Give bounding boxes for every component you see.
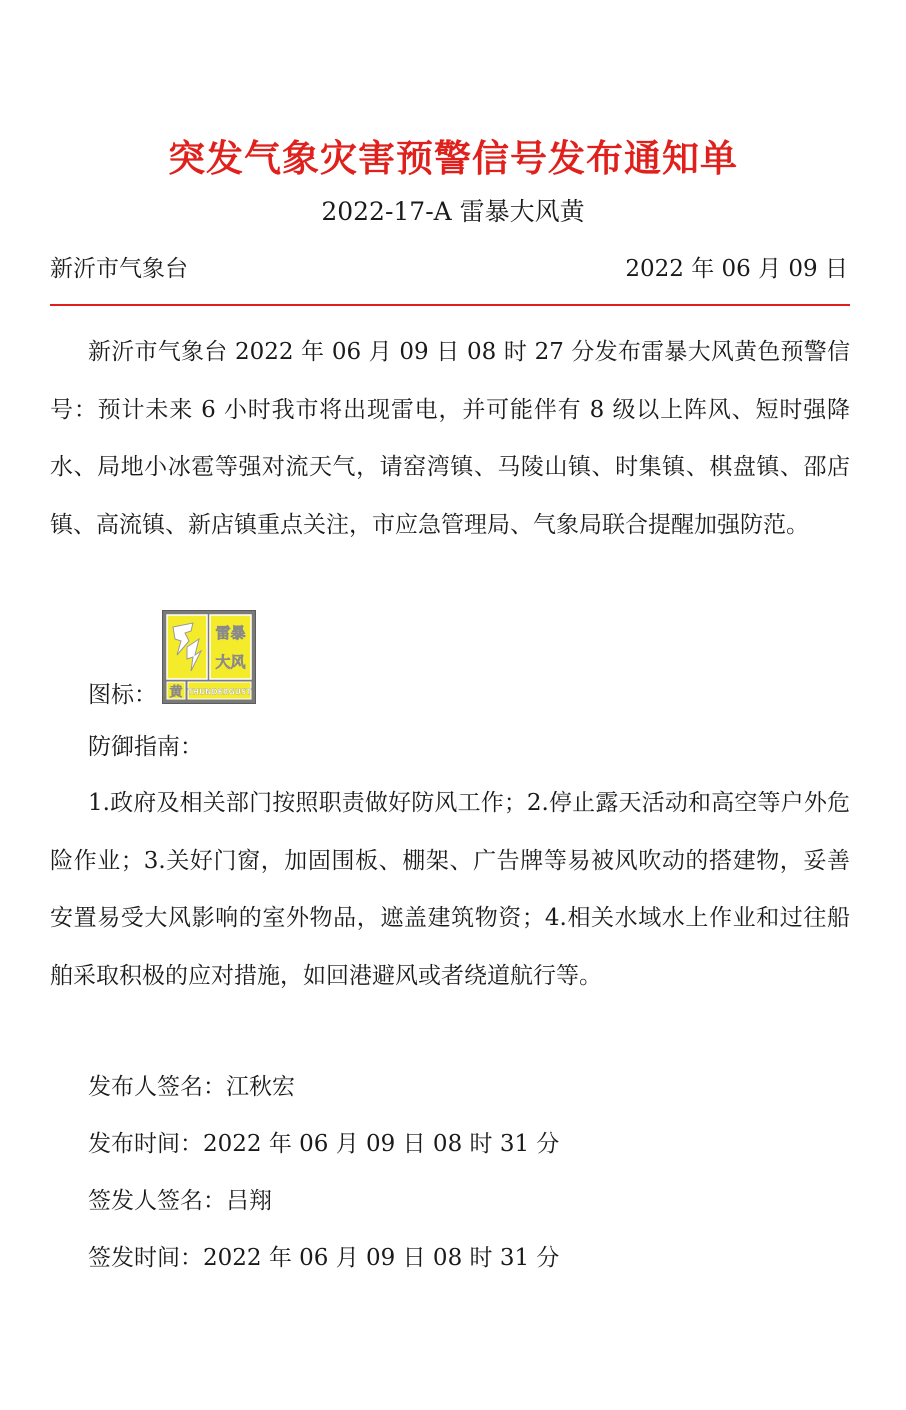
announcement-paragraph: 新沂市气象台 2022 年 06 月 09 日 08 时 27 分发布雷暴大风黄色预警信号：预计未来 6 小时我市将出现雷电，并可能伴有 8 级以上阵风、短时强降水、局地小冰雹等强对流天气，请窑湾镇、马陵山镇、时集镇、棋盘镇、邵店镇、高流镇、新店镇重点关注，市应急管理局、气象局联合提醒加强防范。: [50, 339, 850, 538]
publisher-label: 发布人签名：: [88, 1074, 226, 1100]
thunderstorm-gale-yellow-icon: [162, 610, 256, 704]
issue-date: 2022 年 06 月 09 日: [625, 256, 848, 282]
signal-level: 黄: [169, 685, 183, 700]
publisher-name: 江秋宏: [226, 1074, 295, 1100]
publish-time-value: 2022 年 06 月 09 日 08 时 31 分: [203, 1131, 560, 1157]
defense-guide-paragraph: 1.政府及相关部门按照职责做好防风工作；2.停止露天活动和高空等户外危险作业；3.关好门窗，加固围板、棚架、广告牌等易被风吹动的搭建物，妥善安置易受大风影响的室外物品，遮盖建筑物资；4.相关水域水上作业和过往船舶采取积极的应对措施，如回港避风或者绕道航行等。: [50, 790, 850, 989]
icon-label: 图标：: [88, 682, 157, 708]
issuing-organization: 新沂市气象台: [50, 256, 188, 282]
publisher-signature-line: [88, 1068, 295, 1101]
issuer-label: 签发人签名：: [88, 1188, 226, 1214]
signal-english: THUNDERGUST: [187, 687, 252, 697]
page-subtitle: 2022-17-A 雷暴大风黄: [321, 197, 585, 226]
signal-text-bottom: 大风: [215, 653, 246, 671]
signal-text-top: 雷暴: [215, 624, 246, 642]
defense-guide-label: 防御指南：: [88, 734, 203, 760]
issue-time-label: 签发时间：: [88, 1245, 203, 1271]
issuer-signature-line: [88, 1182, 272, 1215]
issuer-name: 吕翔: [226, 1188, 272, 1214]
publish-time-label: 发布时间：: [88, 1131, 203, 1157]
issue-time-line: [88, 1239, 559, 1272]
page-title: 突发气象灾害预警信号发布通知单: [168, 136, 738, 180]
publish-time-line: [88, 1125, 559, 1158]
issue-time-value: 2022 年 06 月 09 日 08 时 31 分: [203, 1245, 560, 1271]
header-divider: [50, 304, 850, 306]
